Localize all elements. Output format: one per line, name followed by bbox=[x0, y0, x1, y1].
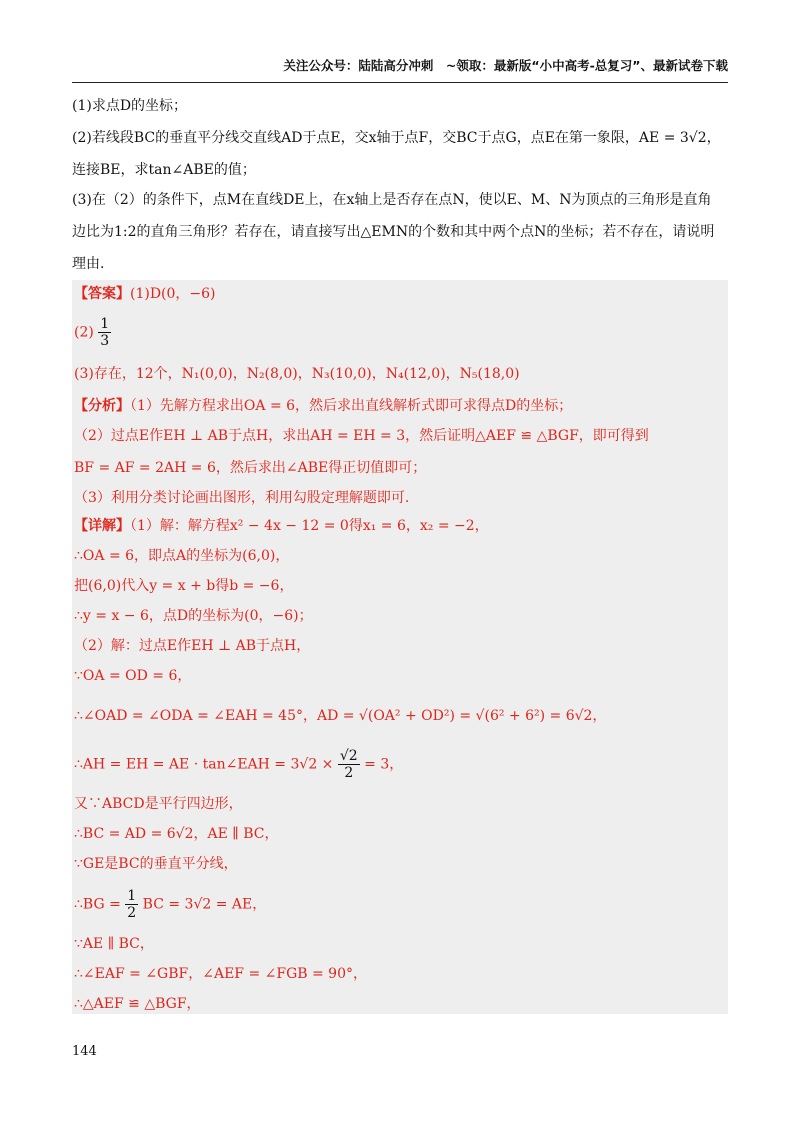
detail-line-11: ∵GE是BC的垂直平分线， bbox=[74, 856, 238, 872]
analysis-line-4: （3）利用分类讨论画出图形，利用勾股定理解题即可. bbox=[74, 490, 410, 506]
answer-part-2-fraction bbox=[98, 316, 111, 349]
detail-line-14: ∴∠EAF = ∠GBF，∠AEF = ∠FGB = 90°， bbox=[74, 966, 367, 982]
detail-line-12 bbox=[74, 888, 266, 921]
header-divider bbox=[72, 82, 728, 83]
answer-line-1 bbox=[74, 284, 216, 304]
page-header: 关注公众号：陆陆高分冲刺 ~领取：最新版“小中高考-总复习”、最新试卷下载 bbox=[283, 58, 728, 73]
detail-line-1 bbox=[74, 516, 489, 536]
detail-text-8a: ∴AH = EH = AE · tan∠EAH = 3√2 × bbox=[74, 756, 334, 773]
detail-line-9: 又∵ABCD是平行四边形， bbox=[74, 796, 243, 812]
answer-part-1: (1)D(0，−6) bbox=[130, 286, 216, 302]
analysis-tag: 【分析】 bbox=[74, 398, 130, 414]
detail-line-15: ∴△AEF ≌ △BGF， bbox=[74, 996, 201, 1012]
fraction-denominator: 3 bbox=[100, 333, 110, 349]
detail-text-1: （1）解：解方程x² − 4x − 12 = 0得x₁ = 6，x₂ = −2， bbox=[130, 518, 489, 534]
answer-line-2 bbox=[74, 316, 111, 349]
analysis-line-2: （2）过点E作EH ⊥ AB于点H，求出AH = EH = 3，然后证明△AEF ≌ △BGF，即可得到 bbox=[74, 428, 649, 444]
fraction-denominator: 2 bbox=[344, 765, 354, 781]
answer-line-3: (3)存在，12个，N₁(0,0)，N₂(8,0)，N₃(10,0)，N₄(12,0)，N₅(18,0) bbox=[74, 366, 520, 382]
answer-part-2-label: (2) bbox=[74, 324, 94, 341]
fraction-denominator: 2 bbox=[127, 905, 137, 921]
detail-line-8 bbox=[74, 748, 403, 781]
detail-line-3: 把(6,0)代入y = x + b得b = −6， bbox=[74, 578, 294, 594]
detail-line-7: ∴∠OAD = ∠ODA = ∠EAH = 45°，AD = √(OA² + OD²) = √(6² + 6²) = 6√2， bbox=[74, 708, 607, 724]
fraction-numerator: 1 bbox=[127, 888, 137, 904]
question-part-3: (3)在（2）的条件下，点M在直线DE上，在x轴上是否存在点N，使以E、M、N为顶点的三角形是直角 bbox=[72, 192, 712, 208]
detail-line-2: ∴OA = 6，即点A的坐标为(6,0)， bbox=[74, 548, 290, 564]
detail-line-10: ∴BC = AD = 6√2，AE ∥ BC， bbox=[74, 826, 279, 842]
analysis-text-1: （1）先解方程求出OA = 6，然后求出直线解析式即可求得点D的坐标； bbox=[130, 398, 573, 414]
answer-tag: 【答案】 bbox=[74, 286, 130, 302]
detail-tag: 【详解】 bbox=[74, 518, 130, 534]
question-part-3-end: 理由. bbox=[72, 256, 105, 272]
detail-fraction-12 bbox=[125, 888, 138, 921]
detail-text-12b: BC = 3√2 = AE， bbox=[142, 896, 267, 913]
detail-line-5: （2）解：过点E作EH ⊥ AB于点H， bbox=[74, 638, 311, 654]
question-part-2: (2)若线段BC的垂直平分线交直线AD于点E，交x轴于点F，交BC于点G，点E在第一象限，AE = 3√2， bbox=[72, 130, 721, 146]
detail-text-8b: = 3， bbox=[364, 756, 404, 773]
question-part-3-cont: 边比为1:2的直角三角形？若存在，请直接写出△EMN的个数和其中两个点N的坐标；若不存在，请说明 bbox=[72, 224, 715, 240]
detail-text-12a: ∴BG = bbox=[74, 896, 121, 913]
analysis-line-3: BF = AF = 2AH = 6，然后求出∠ABE得正切值即可； bbox=[74, 460, 427, 476]
page-number: 144 bbox=[72, 1044, 97, 1059]
detail-line-13: ∵AE ∥ BC， bbox=[74, 936, 154, 952]
fraction-numerator: 1 bbox=[100, 316, 110, 332]
question-part-2-cont: 连接BE，求tan∠ABE的值； bbox=[72, 162, 256, 178]
detail-line-6: ∵OA = OD = 6， bbox=[74, 668, 192, 684]
detail-line-4: ∴y = x − 6，点D的坐标为(0，−6)； bbox=[74, 608, 313, 624]
analysis-line-1 bbox=[74, 396, 572, 416]
fraction-numerator: √2 bbox=[339, 748, 358, 764]
question-part-1: (1)求点D的坐标； bbox=[72, 98, 188, 114]
detail-fraction-8 bbox=[338, 748, 360, 781]
